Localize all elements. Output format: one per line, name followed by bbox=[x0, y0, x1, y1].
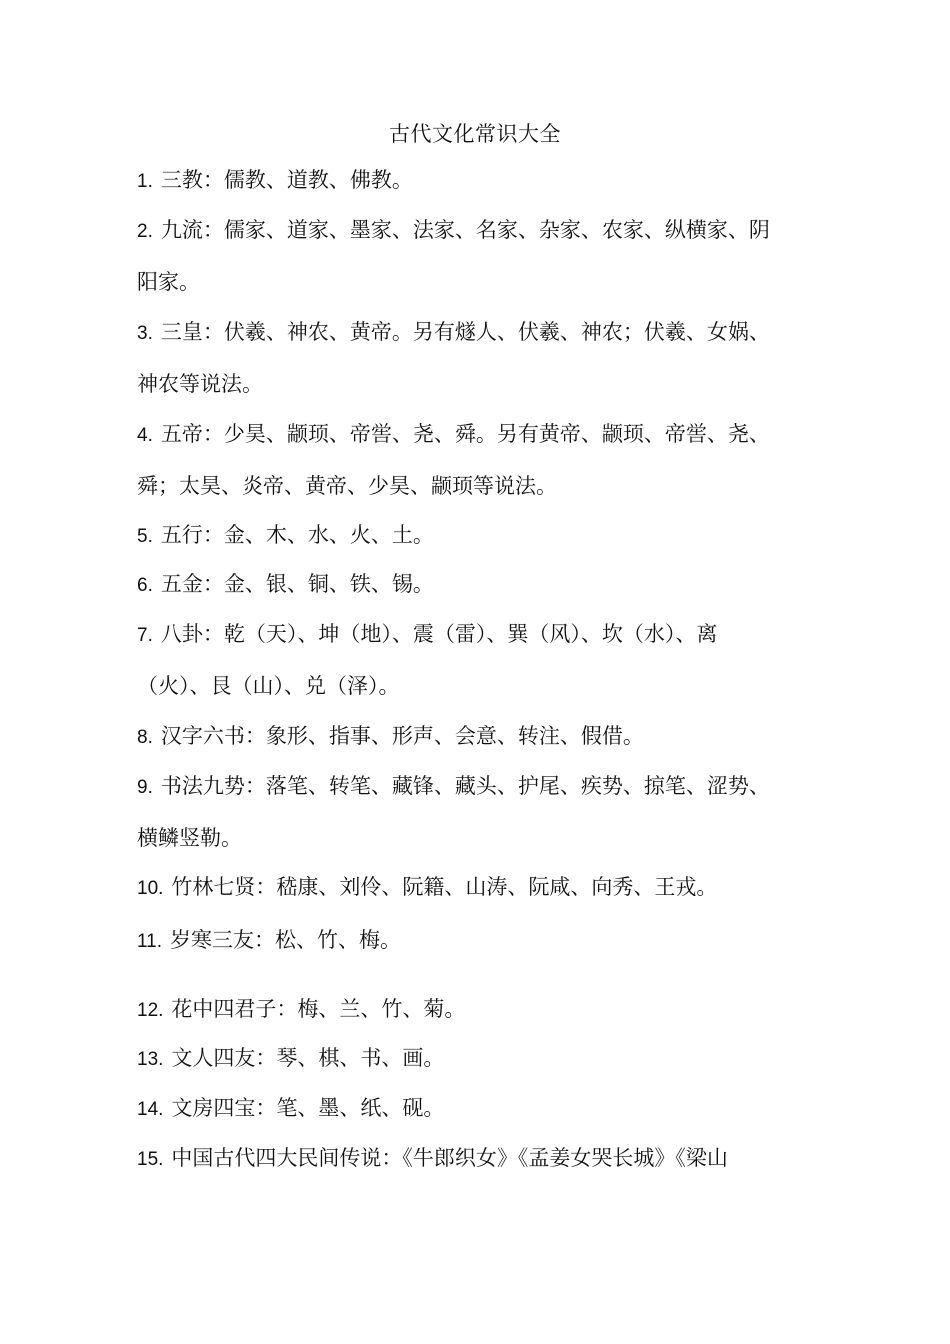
list-item-line bbox=[137, 409, 817, 461]
list-item-line: （火）、艮（山）、兑（泽）。 bbox=[137, 674, 400, 698]
list-item-line bbox=[137, 1133, 817, 1185]
list-item-text: 九流：儒家、道家、墨家、法家、名家、杂家、农家、纵横家、阴 bbox=[160, 218, 770, 242]
list-item-line bbox=[137, 711, 817, 763]
list-item bbox=[137, 609, 817, 711]
list-item-line: 横鳞竖勒。 bbox=[137, 826, 242, 850]
list-item-text: 书法九势：落笔、转笔、藏锋、藏头、护尾、疾势、掠笔、涩势、 bbox=[160, 774, 770, 798]
list-item-number: 5. bbox=[137, 526, 153, 547]
list-item-line bbox=[137, 862, 817, 914]
list-item-line: 神农等说法。 bbox=[137, 372, 263, 396]
list-item-number: 6. bbox=[137, 575, 153, 596]
list-item-number: 7. bbox=[137, 625, 153, 646]
list-item-line: 阳家。 bbox=[137, 270, 200, 294]
list-item bbox=[137, 761, 817, 863]
list-item-line bbox=[137, 155, 817, 207]
list-item-line bbox=[137, 307, 817, 359]
list-item-text: 五金：金、银、铜、铁、锡。 bbox=[160, 572, 434, 596]
list-item-number: 9. bbox=[137, 777, 153, 798]
list-item bbox=[137, 711, 817, 763]
list-item-number: 3. bbox=[137, 323, 153, 344]
list-item bbox=[137, 510, 817, 562]
list-item-line bbox=[137, 510, 817, 562]
list-item-line bbox=[137, 205, 817, 257]
list-item bbox=[137, 307, 817, 409]
list-item bbox=[137, 1083, 817, 1135]
list-item-number: 11. bbox=[137, 931, 163, 952]
list-item-text: 五行：金、木、水、火、土。 bbox=[160, 523, 434, 547]
list-item bbox=[137, 1033, 817, 1085]
list-item-number: 2. bbox=[137, 221, 153, 242]
list-item-number: 1. bbox=[137, 171, 153, 192]
list-item bbox=[137, 409, 817, 511]
list-item-text: 汉字六书：象形、指事、形声、会意、转注、假借。 bbox=[160, 724, 644, 748]
list-item bbox=[137, 205, 817, 307]
list-item-number: 4. bbox=[137, 425, 153, 446]
list-item bbox=[137, 862, 817, 914]
list-item-text: 中国古代四大民间传说：《牛郎织女》《孟姜女哭长城》《梁山 bbox=[171, 1146, 728, 1170]
list-item bbox=[137, 559, 817, 611]
list-item-text: 花中四君子：梅、兰、竹、菊。 bbox=[171, 997, 466, 1021]
list-item-number: 15. bbox=[137, 1149, 164, 1170]
list-item-text: 三教：儒教、道教、佛教。 bbox=[160, 168, 413, 192]
list-item-text: 五帝：少昊、颛顼、帝喾、尧、舜。另有黄帝、颛顼、帝喾、尧、 bbox=[160, 422, 770, 446]
list-item-text: 岁寒三友：松、竹、梅。 bbox=[170, 928, 402, 952]
list-item-line bbox=[137, 1083, 817, 1135]
list-item-number: 10. bbox=[137, 878, 164, 899]
list-item bbox=[137, 1133, 817, 1185]
list-item bbox=[137, 155, 817, 207]
list-item-text: 竹林七贤：嵇康、刘伶、阮籍、山涛、阮咸、向秀、王戎。 bbox=[171, 875, 718, 899]
list-item bbox=[137, 915, 817, 967]
list-item-line bbox=[137, 609, 817, 661]
list-item-number: 8. bbox=[137, 727, 153, 748]
list-item-line bbox=[137, 984, 817, 1036]
list-item-line bbox=[137, 915, 817, 967]
list-item-text: 文人四友：琴、棋、书、画。 bbox=[171, 1046, 445, 1070]
list-item-number: 14. bbox=[137, 1099, 164, 1120]
list-item-number: 13. bbox=[137, 1049, 164, 1070]
list-item-number: 12. bbox=[137, 1000, 164, 1021]
list-item bbox=[137, 984, 817, 1036]
list-item-text: 八卦：乾（天）、坤（地）、震（雷）、巽（风）、坎（水）、离 bbox=[160, 622, 718, 646]
list-item-text: 三皇：伏羲、神农、黄帝。另有燧人、伏羲、神农；伏羲、女娲、 bbox=[160, 320, 770, 344]
list-item-line bbox=[137, 559, 817, 611]
document-title: 古代文化常识大全 bbox=[389, 122, 561, 146]
list-item-line bbox=[137, 1033, 817, 1085]
list-item-line: 舜；太昊、炎帝、黄帝、少昊、颛顼等说法。 bbox=[137, 474, 557, 498]
list-item-line bbox=[137, 761, 817, 813]
list-item-text: 文房四宝：笔、墨、纸、砚。 bbox=[171, 1096, 445, 1120]
